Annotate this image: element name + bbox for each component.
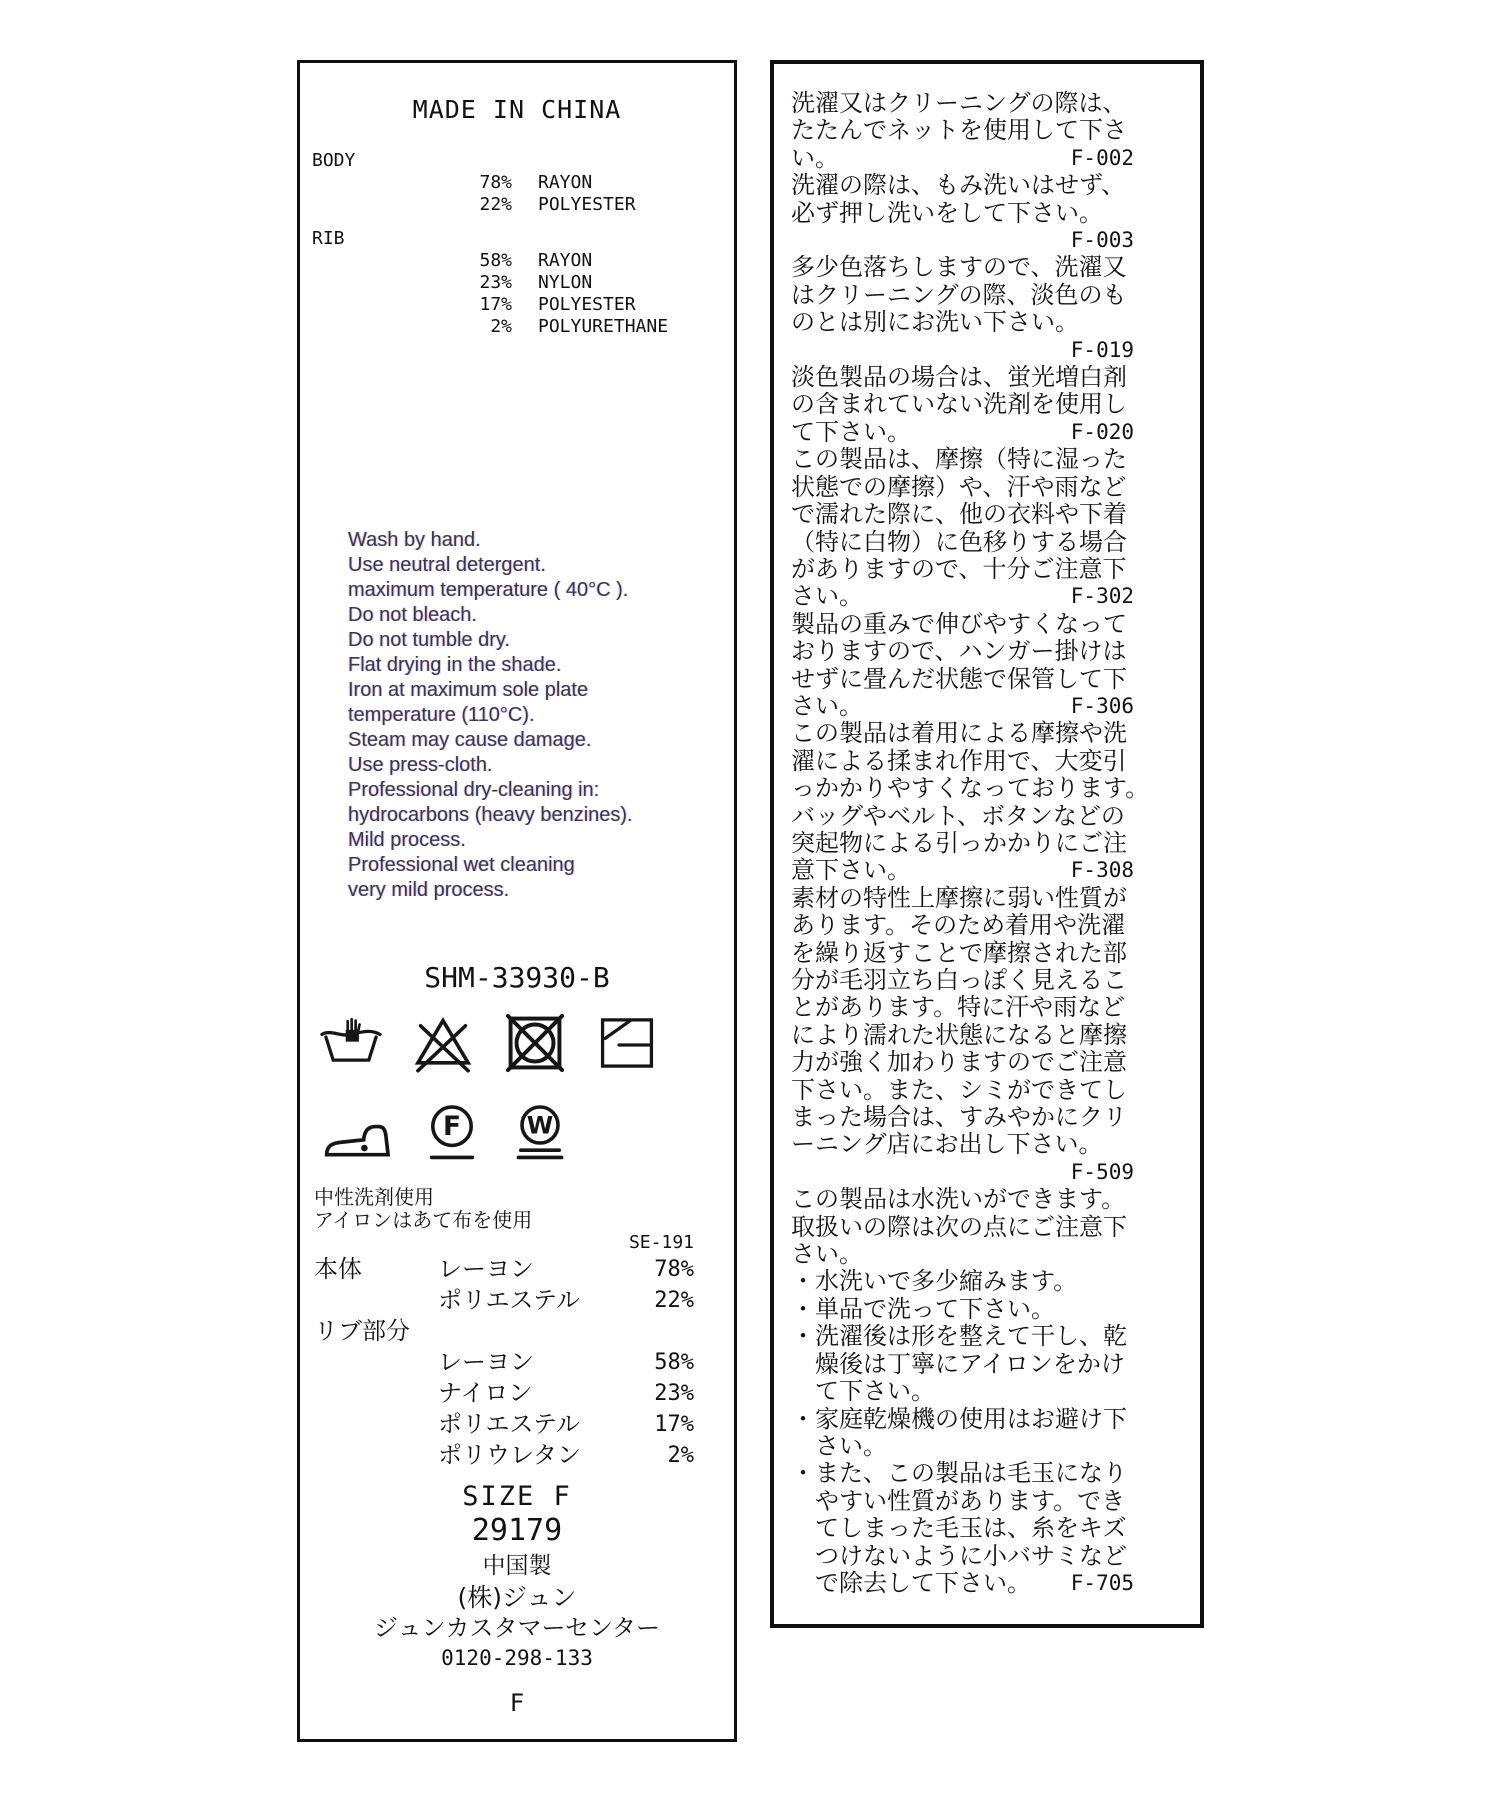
- jp-notes: [300, 1186, 734, 1232]
- care-instruction-line: Professional dry-cleaning in:: [348, 779, 600, 801]
- garment-label-left: [297, 60, 737, 1742]
- composition-row: [312, 272, 734, 294]
- jp-care-text: やすい性質があります。でき: [791, 1486, 1126, 1515]
- jp-care-line: [791, 1022, 1134, 1049]
- jp-care-line: [791, 117, 1134, 144]
- care-instruction-line: temperature (110°C).: [348, 704, 535, 726]
- jp-care-text: この製品は着用による摩擦や洗: [791, 719, 1127, 748]
- jp-care-text: 取扱いの際は次の点にご注意下: [791, 1212, 1127, 1241]
- composition-jp-row: [300, 1409, 734, 1440]
- composition-jp-label: 本体: [314, 1255, 362, 1283]
- jp-care-line: [791, 830, 1134, 857]
- jp-care-line: [791, 309, 1134, 336]
- jp-care-line: [791, 1186, 1134, 1213]
- composition-jp-pct: 58%: [654, 1350, 694, 1375]
- jp-care-line: [791, 857, 1134, 884]
- jp-care-line: [791, 638, 1134, 665]
- jp-care-line: [791, 803, 1134, 830]
- jp-care-text: 突起物による引っかかりにご注: [791, 828, 1127, 857]
- jp-care-code: F-019: [1070, 337, 1134, 362]
- jp-care-text: 洗濯又はクリーニングの際は、: [791, 89, 1127, 117]
- flat-dry-shade-icon: [592, 1010, 662, 1076]
- jp-care-line: [791, 1488, 1134, 1515]
- composition-material: RAYON: [538, 250, 593, 271]
- care-symbols-row-1: [300, 1010, 734, 1076]
- jp-care-code: F-509: [1070, 1159, 1134, 1184]
- care-symbols-row-2: [300, 1102, 734, 1166]
- composition-row: [312, 316, 734, 338]
- size-label: SIZE F: [462, 1481, 572, 1512]
- care-instruction-line: Wash by hand.: [348, 529, 481, 551]
- jp-care-line: [791, 994, 1134, 1021]
- care-instruction-line: Flat drying in the shade.: [348, 654, 562, 676]
- composition-pct: 58%: [479, 250, 512, 271]
- jp-care-line: [791, 1131, 1134, 1158]
- care-instruction-line: Professional wet cleaning: [348, 854, 575, 876]
- jp-care-text: で濡れた際に、他の衣料や下着: [791, 500, 1127, 529]
- jp-care-lines: [791, 89, 1150, 1597]
- jp-note-line: 中性洗剤使用: [314, 1185, 434, 1209]
- jp-care-line: [791, 1323, 1134, 1350]
- jp-care-text: 濯による揉まれ作用で、大変引: [791, 746, 1127, 775]
- care-instruction-line: Mild process.: [348, 829, 466, 851]
- composition-jp-row: [300, 1378, 734, 1409]
- care-instruction-line: Use neutral detergent.: [348, 554, 546, 576]
- composition-pct: 2%: [490, 316, 512, 337]
- jp-care-text: 燥後は丁寧にアイロンをかけ: [791, 1349, 1125, 1378]
- jp-care-line: [791, 967, 1134, 994]
- jp-care-text: がありますので、十分ご注意下: [791, 554, 1127, 583]
- jp-care-code: F-308: [1070, 858, 1134, 883]
- composition-jp-label: [314, 1378, 438, 1409]
- jp-care-text: い。: [791, 143, 839, 172]
- jp-care-line: [791, 611, 1134, 638]
- care-instructions-en: [300, 528, 734, 903]
- composition-jp-row: [300, 1254, 734, 1285]
- jp-care-line: [791, 1268, 1134, 1295]
- composition-jp-label: リブ部分: [314, 1317, 410, 1345]
- composition-jp-row: [300, 1316, 734, 1347]
- composition-pct: 78%: [479, 172, 512, 193]
- composition-jp-pct: 22%: [654, 1288, 694, 1313]
- composition-section-label: BODY: [312, 150, 356, 171]
- jp-care-line: [791, 337, 1134, 364]
- jp-care-line: [791, 1378, 1134, 1405]
- jp-care-line: [791, 254, 1134, 281]
- jp-care-code: F-705: [1070, 1570, 1134, 1595]
- jp-care-text: 洗濯の際は、もみ洗いはせず、: [791, 171, 1126, 200]
- jp-care-text: まった場合は、すみやかにクリ: [791, 1103, 1127, 1132]
- jp-care-line: [791, 693, 1134, 720]
- jp-care-line: [791, 90, 1134, 117]
- jp-care-text: せずに畳んだ状態で保管して下: [791, 664, 1127, 693]
- jp-care-text: で除去して下さい。: [791, 1568, 1031, 1597]
- jp-care-text: さい。: [791, 691, 863, 720]
- care-instruction-label-right: [770, 60, 1204, 1628]
- jp-care-line: [791, 1570, 1134, 1597]
- jp-care-line: [791, 391, 1134, 418]
- jp-care-line: [791, 446, 1134, 473]
- composition-jp-pct: 17%: [654, 1412, 694, 1437]
- jp-care-text: 製品の重みで伸びやすくなって: [791, 609, 1127, 638]
- jp-care-text: はクリーニングの際、淡色のも: [791, 280, 1127, 309]
- composition-material: RAYON: [538, 172, 593, 193]
- jp-care-text: たたんでネットを使用して下さ: [791, 116, 1127, 145]
- jp-care-text: とがあります。特に汗や雨など: [791, 993, 1126, 1022]
- composition-jp-row: [300, 1440, 734, 1471]
- jp-care-text: により濡れた状態になると摩擦: [791, 1020, 1127, 1049]
- do-not-tumble-dry-icon: [500, 1010, 570, 1076]
- svg-text:W: W: [526, 1111, 554, 1140]
- composition-jp-material: ポリウレタン: [438, 1441, 582, 1469]
- jp-care-line: [791, 364, 1134, 391]
- jp-care-code: F-302: [1070, 584, 1134, 609]
- composition-section-label: RIB: [312, 228, 345, 249]
- jp-care-line: [791, 145, 1134, 172]
- jp-care-text: この製品は、摩擦（特に湿った: [791, 445, 1127, 474]
- jp-care-line: [791, 1406, 1134, 1433]
- composition-pct: 17%: [479, 294, 512, 315]
- composition-jp-material: レーヨン: [438, 1255, 534, 1283]
- care-instruction-line: Do not tumble dry.: [348, 629, 510, 651]
- country-of-origin: 中国製: [482, 1553, 552, 1579]
- jp-care-line: [791, 1515, 1134, 1542]
- jp-care-line: [791, 885, 1134, 912]
- customer-center: ジュンカスタマーセンター: [373, 1614, 661, 1642]
- composition-jp-row: [300, 1285, 734, 1316]
- svg-text:F: F: [442, 1111, 462, 1143]
- jp-care-line: [791, 1077, 1134, 1104]
- jp-care-text: （特に白物）に色移りする場合: [791, 527, 1127, 556]
- jp-care-text: ーニング店にお出し下さい。: [791, 1130, 1103, 1159]
- composition-jp-pct: 2%: [667, 1443, 694, 1468]
- jp-care-line: [791, 172, 1134, 199]
- jp-care-text: バッグやベルト、ボタンなどの: [791, 801, 1125, 830]
- jp-care-text: を繰り返すことで摩擦された部: [791, 938, 1127, 967]
- composition-jp-material: [438, 1316, 694, 1347]
- care-instruction-line: Iron at maximum sole plate: [348, 679, 589, 701]
- jp-care-line: [791, 474, 1134, 501]
- jp-care-line: [791, 583, 1134, 610]
- jp-care-code: F-002: [1070, 145, 1134, 170]
- composition-jp-label: [314, 1347, 438, 1378]
- jp-care-text: 必ず押し洗いをして下さい。: [791, 198, 1103, 227]
- composition-jp-row: [300, 1347, 734, 1378]
- dry-clean-f-icon: [422, 1102, 482, 1166]
- jp-care-text: っかかりやすくなっております。: [791, 774, 1150, 803]
- jp-care-text: 下さい。また、シミができてし: [791, 1075, 1127, 1104]
- composition-jp-material: レーヨン: [438, 1348, 534, 1376]
- item-number: 29179: [471, 1513, 563, 1548]
- product-code: SHM-33930-B: [424, 961, 610, 994]
- jp-care-text: の含まれていない洗剤を使用し: [791, 390, 1127, 419]
- composition-pct: 22%: [479, 194, 512, 215]
- care-instruction-line: hydrocarbons (heavy benzines).: [348, 804, 633, 826]
- composition-jp: [300, 1254, 734, 1471]
- composition-jp-label: [314, 1409, 438, 1440]
- jp-care-text: 力が強く加わりますのでご注意: [791, 1048, 1127, 1077]
- composition-row: [312, 294, 734, 316]
- jp-care-line: [791, 529, 1134, 556]
- jp-note-line: アイロンはあて布を使用: [314, 1208, 533, 1232]
- composition-jp-pct: 78%: [654, 1257, 694, 1282]
- jp-care-text: 状態での摩擦）や、汗や雨など: [791, 472, 1127, 501]
- jp-care-text: てしまった毛玉は、糸をキズ: [791, 1514, 1127, 1543]
- jp-care-line: [791, 1433, 1134, 1460]
- jp-care-text: おりますので、ハンガー掛けは: [791, 637, 1127, 666]
- jp-care-line: [791, 1104, 1134, 1131]
- composition-material: NYLON: [538, 272, 593, 293]
- jp-care-text: つけないように小バサミなど: [791, 1541, 1127, 1570]
- wet-clean-w-icon: [510, 1102, 570, 1166]
- jp-care-text: あります。そのため着用や洗濯: [791, 911, 1126, 940]
- jp-care-line: [791, 419, 1134, 446]
- jp-care-line: [791, 912, 1134, 939]
- jp-care-line: [791, 227, 1134, 254]
- jp-care-line: [791, 556, 1134, 583]
- composition-jp-material: ポリエステル: [438, 1410, 580, 1438]
- composition-row: [312, 172, 734, 194]
- jp-care-line: [791, 774, 1150, 803]
- care-instruction-line: Steam may cause damage.: [348, 729, 592, 751]
- jp-care-text: さい。: [791, 1431, 887, 1460]
- jp-care-text: さい。: [791, 1240, 863, 1269]
- jp-care-line: [791, 1460, 1134, 1487]
- jp-care-line: [791, 666, 1134, 693]
- care-instruction-line: Do not bleach.: [348, 604, 477, 626]
- jp-care-text: ・家庭乾燥機の使用はお避け下: [791, 1404, 1127, 1433]
- jp-care-line: [791, 1351, 1134, 1378]
- hand-wash-icon: [316, 1010, 386, 1076]
- composition-jp-material: ポリエステル: [438, 1286, 580, 1314]
- jp-care-line: [791, 748, 1134, 775]
- phone-number: 0120-298-133: [441, 1646, 593, 1670]
- jp-care-text: 素材の特性上摩擦に弱い性質が: [791, 883, 1127, 912]
- composition-pct: 23%: [479, 272, 512, 293]
- composition-row: [312, 194, 734, 216]
- do-not-bleach-icon: [408, 1010, 478, 1076]
- composition-jp-label: [314, 1285, 438, 1316]
- care-instruction-line: Use press-cloth.: [348, 754, 493, 776]
- se-code: SE-191: [628, 1232, 694, 1253]
- composition-material: POLYESTER: [538, 194, 636, 215]
- jp-care-text: 意下さい。: [791, 856, 911, 885]
- jp-care-text: ・水洗いで多少縮みます。: [791, 1267, 1078, 1296]
- composition-jp-material: ナイロン: [438, 1379, 533, 1407]
- jp-care-line: [791, 1214, 1134, 1241]
- jp-care-line: [791, 1241, 1134, 1268]
- jp-care-text: ・洗濯後は形を整えて干し、乾: [791, 1322, 1127, 1351]
- jp-care-code: F-003: [1070, 228, 1134, 253]
- jp-care-text: ・単品で洗って下さい。: [791, 1294, 1055, 1323]
- care-instruction-line: very mild process.: [348, 879, 510, 901]
- jp-care-text: のとは別にお洗い下さい。: [791, 308, 1079, 337]
- jp-care-line: [791, 282, 1134, 309]
- jp-care-line: [791, 1296, 1134, 1323]
- composition-row: [312, 250, 734, 272]
- jp-care-code: F-020: [1070, 419, 1134, 444]
- iron-low-icon: [320, 1102, 394, 1160]
- origin-title: MADE IN CHINA: [412, 95, 622, 124]
- composition-en: [300, 150, 734, 338]
- composition-jp-label: [314, 1440, 438, 1471]
- composition-material: POLYURETHANE: [538, 316, 669, 337]
- jp-care-line: [791, 501, 1134, 528]
- jp-care-line: [791, 1543, 1134, 1570]
- jp-care-text: さい。: [791, 582, 863, 611]
- jp-care-line: [791, 1049, 1134, 1076]
- jp-care-line: [791, 200, 1134, 227]
- footer-letter: F: [509, 1689, 525, 1717]
- care-instruction-line: maximum temperature ( 40°C ).: [348, 579, 629, 601]
- composition-material: POLYESTER: [538, 294, 636, 315]
- composition-jp-pct: 23%: [654, 1381, 694, 1406]
- jp-care-line: [791, 1159, 1134, 1186]
- jp-care-text: て下さい。: [791, 417, 911, 446]
- jp-care-text: この製品は水洗いができます。: [791, 1185, 1126, 1214]
- jp-care-line: [791, 940, 1134, 967]
- jp-care-text: て下さい。: [791, 1377, 935, 1406]
- company-name: (株)ジュン: [457, 1583, 577, 1612]
- jp-care-code: F-306: [1070, 693, 1134, 718]
- jp-care-text: ・また、この製品は毛玉になり: [791, 1459, 1127, 1488]
- jp-care-text: 淡色製品の場合は、蛍光増白剤: [791, 363, 1127, 392]
- jp-care-line: [791, 720, 1134, 747]
- jp-care-text: 多少色落ちしますので、洗濯又: [791, 253, 1127, 282]
- jp-care-text: 分が毛羽立ち白っぽく見えるこ: [791, 966, 1127, 994]
